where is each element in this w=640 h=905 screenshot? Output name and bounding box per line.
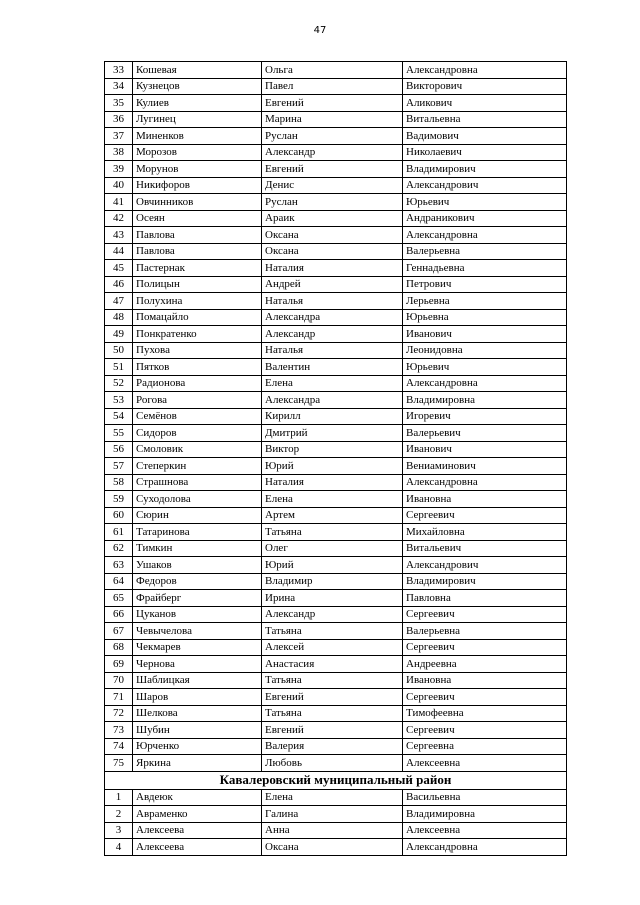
row-number: 59 <box>105 491 133 508</box>
last-name: Пастернак <box>133 260 262 277</box>
patronymic: Александровна <box>403 375 567 392</box>
first-name: Валерия <box>262 738 403 755</box>
row-number: 34 <box>105 78 133 95</box>
last-name: Овчинников <box>133 194 262 211</box>
first-name: Руслан <box>262 194 403 211</box>
row-number: 72 <box>105 705 133 722</box>
table-row <box>105 359 567 376</box>
row-number: 36 <box>105 111 133 128</box>
row-number: 68 <box>105 639 133 656</box>
first-name: Андрей <box>262 276 403 293</box>
last-name: Чевычелова <box>133 623 262 640</box>
first-name: Оксана <box>262 839 403 856</box>
first-name: Наталия <box>262 260 403 277</box>
row-number: 48 <box>105 309 133 326</box>
first-name: Евгений <box>262 689 403 706</box>
last-name: Морозов <box>133 144 262 161</box>
table-row <box>105 392 567 409</box>
first-name: Наталья <box>262 293 403 310</box>
table-row <box>105 342 567 359</box>
table-row <box>105 128 567 145</box>
last-name: Татаринова <box>133 524 262 541</box>
patronymic: Сергеевич <box>403 606 567 623</box>
table-row <box>105 441 567 458</box>
last-name: Кулиев <box>133 95 262 112</box>
table-row <box>105 293 567 310</box>
last-name: Фрайберг <box>133 590 262 607</box>
first-name: Александр <box>262 326 403 343</box>
last-name: Алексеева <box>133 839 262 856</box>
row-number: 47 <box>105 293 133 310</box>
last-name: Морунов <box>133 161 262 178</box>
last-name: Авраменко <box>133 806 262 823</box>
table-row <box>105 474 567 491</box>
last-name: Рогова <box>133 392 262 409</box>
first-name: Дмитрий <box>262 425 403 442</box>
last-name: Ушаков <box>133 557 262 574</box>
table-row <box>105 590 567 607</box>
first-name: Валентин <box>262 359 403 376</box>
first-name: Анастасия <box>262 656 403 673</box>
row-number: 33 <box>105 62 133 79</box>
first-name: Марина <box>262 111 403 128</box>
patronymic: Павловна <box>403 590 567 607</box>
table-row <box>105 491 567 508</box>
first-name: Ольга <box>262 62 403 79</box>
last-name: Никифоров <box>133 177 262 194</box>
last-name: Миненков <box>133 128 262 145</box>
patronymic: Игоревич <box>403 408 567 425</box>
last-name: Страшнова <box>133 474 262 491</box>
table-row <box>105 194 567 211</box>
row-number: 41 <box>105 194 133 211</box>
last-name: Павлова <box>133 227 262 244</box>
first-name: Александра <box>262 309 403 326</box>
row-number: 46 <box>105 276 133 293</box>
row-number: 56 <box>105 441 133 458</box>
table-row <box>105 375 567 392</box>
last-name: Чернова <box>133 656 262 673</box>
row-number: 57 <box>105 458 133 475</box>
section-title: Кавалеровский муниципальный район <box>105 771 567 789</box>
patronymic: Андраникович <box>403 210 567 227</box>
patronymic: Лерьевна <box>403 293 567 310</box>
last-name: Пухова <box>133 342 262 359</box>
first-name: Евгений <box>262 722 403 739</box>
first-name: Евгений <box>262 95 403 112</box>
row-number: 35 <box>105 95 133 112</box>
patronymic: Валерьевна <box>403 623 567 640</box>
first-name: Александра <box>262 392 403 409</box>
table-row <box>105 227 567 244</box>
first-name: Оксана <box>262 243 403 260</box>
patronymic: Сергеевич <box>403 689 567 706</box>
table-row <box>105 95 567 112</box>
first-name: Наталия <box>262 474 403 491</box>
last-name: Цуканов <box>133 606 262 623</box>
last-name: Павлова <box>133 243 262 260</box>
last-name: Лугинец <box>133 111 262 128</box>
first-name: Евгений <box>262 161 403 178</box>
table-row <box>105 309 567 326</box>
first-name: Елена <box>262 375 403 392</box>
row-number: 50 <box>105 342 133 359</box>
row-number: 51 <box>105 359 133 376</box>
last-name: Юрченко <box>133 738 262 755</box>
first-name: Елена <box>262 491 403 508</box>
patronymic: Владимирович <box>403 573 567 590</box>
row-number: 55 <box>105 425 133 442</box>
roster-table <box>104 61 567 856</box>
patronymic: Алексеевна <box>403 822 567 839</box>
last-name: Федоров <box>133 573 262 590</box>
first-name: Наталья <box>262 342 403 359</box>
page-number: 47 <box>313 25 327 36</box>
table-row <box>105 425 567 442</box>
row-number: 62 <box>105 540 133 557</box>
patronymic: Леонидовна <box>403 342 567 359</box>
patronymic: Иванович <box>403 326 567 343</box>
section-title-row <box>105 771 567 789</box>
patronymic: Сергеевич <box>403 507 567 524</box>
patronymic: Тимофеевна <box>403 705 567 722</box>
row-number: 45 <box>105 260 133 277</box>
patronymic: Валерьевна <box>403 243 567 260</box>
table-row <box>105 276 567 293</box>
row-number: 52 <box>105 375 133 392</box>
patronymic: Геннадьевна <box>403 260 567 277</box>
table-row <box>105 573 567 590</box>
patronymic: Петрович <box>403 276 567 293</box>
row-number: 54 <box>105 408 133 425</box>
patronymic: Александровна <box>403 474 567 491</box>
row-number: 37 <box>105 128 133 145</box>
row-number: 60 <box>105 507 133 524</box>
last-name: Шаров <box>133 689 262 706</box>
table-row <box>105 144 567 161</box>
patronymic: Александровна <box>403 839 567 856</box>
table-row <box>105 623 567 640</box>
last-name: Полухина <box>133 293 262 310</box>
first-name: Виктор <box>262 441 403 458</box>
row-number: 42 <box>105 210 133 227</box>
first-name: Павел <box>262 78 403 95</box>
row-number: 75 <box>105 755 133 772</box>
row-number: 3 <box>105 822 133 839</box>
table-row <box>105 62 567 79</box>
first-name: Оксана <box>262 227 403 244</box>
patronymic: Витальевна <box>403 111 567 128</box>
section2-header <box>105 771 567 789</box>
table-row <box>105 822 567 839</box>
row-number: 38 <box>105 144 133 161</box>
table-row <box>105 177 567 194</box>
patronymic: Николаевич <box>403 144 567 161</box>
table-row <box>105 260 567 277</box>
table-row <box>105 210 567 227</box>
first-name: Татьяна <box>262 623 403 640</box>
patronymic: Иванович <box>403 441 567 458</box>
last-name: Авдеюк <box>133 789 262 806</box>
table-row <box>105 839 567 856</box>
table-row <box>105 458 567 475</box>
first-name: Алексей <box>262 639 403 656</box>
last-name: Помацайло <box>133 309 262 326</box>
first-name: Артем <box>262 507 403 524</box>
row-number: 39 <box>105 161 133 178</box>
row-number: 4 <box>105 839 133 856</box>
section2-body <box>105 789 567 855</box>
first-name: Араик <box>262 210 403 227</box>
row-number: 53 <box>105 392 133 409</box>
row-number: 69 <box>105 656 133 673</box>
last-name: Степеркин <box>133 458 262 475</box>
row-number: 44 <box>105 243 133 260</box>
table-row <box>105 806 567 823</box>
first-name: Елена <box>262 789 403 806</box>
table-row <box>105 738 567 755</box>
last-name: Полицын <box>133 276 262 293</box>
row-number: 73 <box>105 722 133 739</box>
table-row <box>105 656 567 673</box>
last-name: Сюрин <box>133 507 262 524</box>
row-number: 66 <box>105 606 133 623</box>
last-name: Тимкин <box>133 540 262 557</box>
table-row <box>105 78 567 95</box>
row-number: 71 <box>105 689 133 706</box>
last-name: Чекмарев <box>133 639 262 656</box>
last-name: Понкратенко <box>133 326 262 343</box>
row-number: 43 <box>105 227 133 244</box>
patronymic: Витальевич <box>403 540 567 557</box>
last-name: Шелкова <box>133 705 262 722</box>
row-number: 63 <box>105 557 133 574</box>
table-row <box>105 557 567 574</box>
patronymic: Ивановна <box>403 491 567 508</box>
last-name: Суходолова <box>133 491 262 508</box>
patronymic: Владимировна <box>403 392 567 409</box>
last-name: Шубин <box>133 722 262 739</box>
row-number: 2 <box>105 806 133 823</box>
row-number: 58 <box>105 474 133 491</box>
patronymic: Александрович <box>403 177 567 194</box>
row-number: 1 <box>105 789 133 806</box>
last-name: Алексеева <box>133 822 262 839</box>
row-number: 65 <box>105 590 133 607</box>
table-row <box>105 639 567 656</box>
patronymic: Сергеевич <box>403 639 567 656</box>
patronymic: Юрьевна <box>403 309 567 326</box>
patronymic: Юрьевич <box>403 194 567 211</box>
first-name: Владимир <box>262 573 403 590</box>
first-name: Юрий <box>262 557 403 574</box>
table-row <box>105 789 567 806</box>
first-name: Галина <box>262 806 403 823</box>
patronymic: Александрович <box>403 557 567 574</box>
first-name: Александр <box>262 606 403 623</box>
last-name: Кошевая <box>133 62 262 79</box>
section1-body <box>105 62 567 772</box>
table-row <box>105 111 567 128</box>
table-row <box>105 672 567 689</box>
first-name: Анна <box>262 822 403 839</box>
row-number: 64 <box>105 573 133 590</box>
last-name: Яркина <box>133 755 262 772</box>
first-name: Олег <box>262 540 403 557</box>
first-name: Татьяна <box>262 524 403 541</box>
patronymic: Владимирович <box>403 161 567 178</box>
patronymic: Ивановна <box>403 672 567 689</box>
table-row <box>105 524 567 541</box>
last-name: Кузнецов <box>133 78 262 95</box>
table-row <box>105 722 567 739</box>
first-name: Александр <box>262 144 403 161</box>
first-name: Ирина <box>262 590 403 607</box>
table-row <box>105 705 567 722</box>
first-name: Татьяна <box>262 705 403 722</box>
table-row <box>105 326 567 343</box>
patronymic: Владимировна <box>403 806 567 823</box>
row-number: 70 <box>105 672 133 689</box>
table-row <box>105 161 567 178</box>
last-name: Семёнов <box>133 408 262 425</box>
first-name: Юрий <box>262 458 403 475</box>
row-number: 49 <box>105 326 133 343</box>
last-name: Пятков <box>133 359 262 376</box>
row-number: 40 <box>105 177 133 194</box>
row-number: 67 <box>105 623 133 640</box>
table-row <box>105 408 567 425</box>
patronymic: Вениаминович <box>403 458 567 475</box>
row-number: 61 <box>105 524 133 541</box>
last-name: Шаблицкая <box>133 672 262 689</box>
patronymic: Валерьевич <box>403 425 567 442</box>
last-name: Сидоров <box>133 425 262 442</box>
last-name: Осеян <box>133 210 262 227</box>
row-number: 74 <box>105 738 133 755</box>
first-name: Кирилл <box>262 408 403 425</box>
table-row <box>105 243 567 260</box>
patronymic: Сергеевич <box>403 722 567 739</box>
table-row <box>105 507 567 524</box>
first-name: Татьяна <box>262 672 403 689</box>
patronymic: Сергеевна <box>403 738 567 755</box>
patronymic: Викторович <box>403 78 567 95</box>
patronymic: Аликович <box>403 95 567 112</box>
table-row <box>105 540 567 557</box>
patronymic: Васильевна <box>403 789 567 806</box>
table-row <box>105 689 567 706</box>
first-name: Руслан <box>262 128 403 145</box>
patronymic: Алексеевна <box>403 755 567 772</box>
patronymic: Александровна <box>403 62 567 79</box>
table-row <box>105 755 567 772</box>
patronymic: Андреевна <box>403 656 567 673</box>
last-name: Радионова <box>133 375 262 392</box>
patronymic: Вадимович <box>403 128 567 145</box>
patronymic: Александровна <box>403 227 567 244</box>
last-name: Смоловик <box>133 441 262 458</box>
first-name: Любовь <box>262 755 403 772</box>
patronymic: Михайловна <box>403 524 567 541</box>
first-name: Денис <box>262 177 403 194</box>
patronymic: Юрьевич <box>403 359 567 376</box>
table-row <box>105 606 567 623</box>
